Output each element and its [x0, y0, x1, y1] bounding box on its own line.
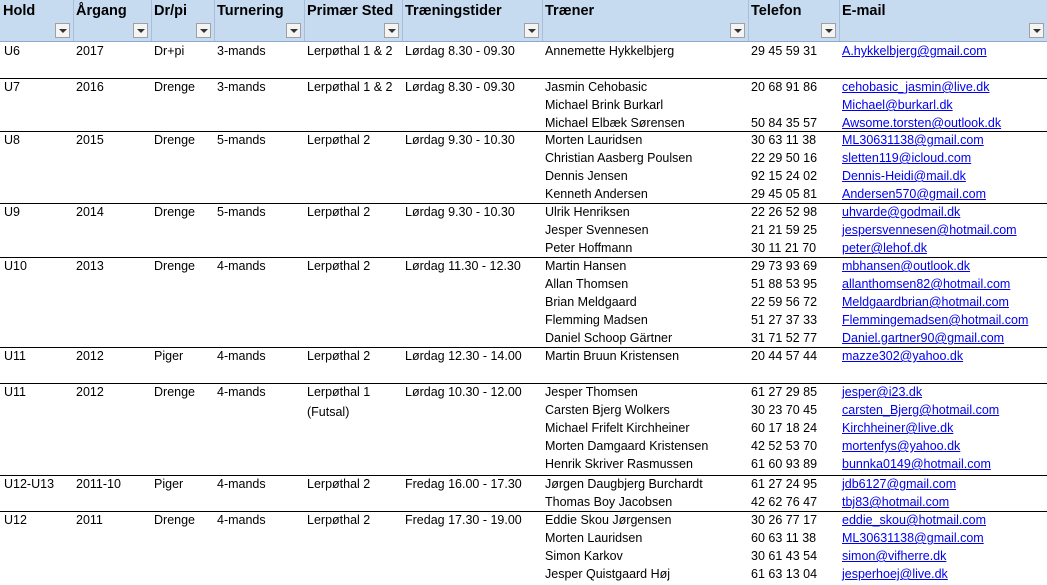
tournament-cell: 4-mands [217, 385, 266, 399]
phone-cell: 51 27 37 33 [751, 313, 818, 327]
filter-dropdown-icon[interactable] [196, 23, 211, 38]
coach-name-cell: Thomas Boy Jacobsen [545, 495, 673, 509]
header-cell-drpi[interactable] [151, 0, 214, 41]
year-cell: 2011-10 [76, 477, 121, 491]
header-cell-tider[interactable] [402, 0, 542, 41]
venue-cell: Lerpøthal 2 [307, 513, 371, 527]
tournament-cell: 5-mands [217, 205, 266, 219]
venue-cell: Lerpøthal 2 [307, 205, 371, 219]
email-link[interactable]: sletten119@icloud.com [842, 151, 972, 165]
coach-name-cell: Daniel Schoop Gärtner [545, 331, 673, 345]
filter-dropdown-icon[interactable] [1029, 23, 1044, 38]
phone-cell: 30 63 11 38 [751, 133, 817, 147]
email-link[interactable]: Flemmingemadsen@hotmail.com [842, 313, 1029, 327]
phone-cell: 61 27 24 95 [751, 477, 818, 491]
coach-name-cell: Jesper Quistgaard Høj [545, 567, 671, 581]
header-label: Dr/pi [154, 3, 188, 19]
header-separator [304, 0, 305, 41]
phone-cell: 29 45 59 31 [751, 44, 818, 58]
header-cell-name[interactable] [542, 0, 748, 41]
coach-name-cell: Morten Lauridsen [545, 133, 643, 147]
coach-name-cell: Jesper Thomsen [545, 385, 638, 399]
email-link[interactable]: tbj83@hotmail.com [842, 495, 950, 509]
phone-cell: 60 17 18 24 [751, 421, 818, 435]
tournament-cell: 4-mands [217, 477, 266, 491]
phone-cell: 29 73 93 69 [751, 259, 818, 273]
training-time-cell: Lørdag 9.30 - 10.30 [405, 133, 515, 147]
gender-cell: Drenge [154, 133, 195, 147]
training-time-cell: Lørdag 11.30 - 12.30 [405, 259, 521, 273]
team-cell: U10 [4, 259, 27, 273]
coach-name-cell: Morten Damgaard Kristensen [545, 439, 709, 453]
training-time-cell: Lørdag 10.30 - 12.00 [405, 385, 522, 399]
filter-dropdown-icon[interactable] [55, 23, 70, 38]
phone-cell: 22 26 52 98 [751, 205, 818, 219]
team-cell: U12 [4, 513, 27, 527]
phone-cell: 30 26 77 17 [751, 513, 818, 527]
year-cell: 2014 [76, 205, 104, 219]
year-cell: 2013 [76, 259, 104, 273]
email-link[interactable]: carsten_Bjerg@hotmail.com [842, 403, 1000, 417]
header-cell-phone[interactable] [748, 0, 839, 41]
email-link[interactable]: mbhansen@outlook.dk [842, 259, 971, 273]
phone-cell: 30 61 43 54 [751, 549, 818, 563]
phone-cell: 21 21 59 25 [751, 223, 818, 237]
team-cell: U6 [4, 44, 20, 58]
coach-name-cell: Michael Frifelt Kirchheiner [545, 421, 690, 435]
coach-name-cell: Morten Lauridsen [545, 531, 643, 545]
coach-name-cell: Carsten Bjerg Wolkers [545, 403, 670, 417]
tournament-cell: 5-mands [217, 133, 266, 147]
training-time-cell: Fredag 17.30 - 19.00 [405, 513, 522, 527]
email-link[interactable]: jesperhoej@live.dk [842, 567, 948, 581]
coach-name-cell: Jesper Svennesen [545, 223, 649, 237]
email-link[interactable]: jdb6127@gmail.com [842, 477, 957, 491]
phone-cell: 42 62 76 47 [751, 495, 818, 509]
header-separator [214, 0, 215, 41]
header-cell-turnering[interactable] [214, 0, 304, 41]
training-time-cell: Fredag 16.00 - 17.30 [405, 477, 522, 491]
gender-cell: Dr+pi [154, 44, 185, 58]
filter-dropdown-icon[interactable] [821, 23, 836, 38]
header-separator [839, 0, 840, 41]
phone-cell: 22 59 56 72 [751, 295, 818, 309]
phone-cell: 30 23 70 45 [751, 403, 818, 417]
filter-dropdown-icon[interactable] [524, 23, 539, 38]
email-link[interactable]: mortenfys@yahoo.dk [842, 439, 961, 453]
year-cell: 2017 [76, 44, 104, 58]
email-link[interactable]: mazze302@yahoo.dk [842, 349, 964, 363]
header-label: E-mail [842, 3, 886, 19]
year-cell: 2011 [76, 513, 103, 527]
tournament-cell: 3-mands [217, 80, 266, 94]
header-cell-hold[interactable] [0, 0, 73, 41]
header-separator [402, 0, 403, 41]
phone-cell: 92 15 24 02 [751, 169, 818, 183]
coach-name-cell: Dennis Jensen [545, 169, 628, 183]
venue-cell: Lerpøthal 1 & 2 [307, 80, 393, 94]
coach-name-cell: Eddie Skou Jørgensen [545, 513, 672, 527]
email-link[interactable]: jespersvennesen@hotmail.com [842, 223, 1017, 237]
email-link[interactable]: ML30631138@gmail.com [842, 531, 984, 545]
email-link[interactable]: Kirchheiner@live.dk [842, 421, 954, 435]
venue-cell: (Futsal) [307, 405, 350, 419]
training-time-cell: Lørdag 8.30 - 09.30 [405, 80, 515, 94]
header-label: Turnering [217, 3, 284, 19]
email-link[interactable]: eddie_skou@hotmail.com [842, 513, 987, 527]
email-link[interactable]: Daniel.gartner90@gmail.com [842, 331, 1005, 345]
venue-cell: Lerpøthal 2 [307, 133, 371, 147]
header-label: Træningstider [405, 3, 502, 19]
gender-cell: Piger [154, 349, 184, 363]
header-label: Primær Sted [307, 3, 394, 19]
email-link[interactable]: Meldgaardbrian@hotmail.com [842, 295, 1009, 309]
email-link[interactable]: cehobasic_jasmin@live.dk [842, 80, 990, 94]
phone-cell: 61 27 29 85 [751, 385, 818, 399]
team-cell: U8 [4, 133, 20, 147]
coach-name-cell: Michael Brink Burkarl [545, 98, 664, 112]
coach-name-cell: Martin Bruun Kristensen [545, 349, 680, 363]
header-cell-sted[interactable] [304, 0, 402, 41]
venue-cell: Lerpøthal 2 [307, 259, 371, 273]
filter-dropdown-icon[interactable] [133, 23, 148, 38]
coach-name-cell: Brian Meldgaard [545, 295, 637, 309]
coach-name-cell: Michael Elbæk Sørensen [545, 116, 685, 130]
header-cell-aargang[interactable] [73, 0, 151, 41]
email-link[interactable]: A.hykkelbjerg@gmail.com [842, 44, 987, 58]
coach-name-cell: Annemette Hykkelbjerg [545, 44, 675, 58]
header-separator [542, 0, 543, 41]
coach-name-cell: Christian Aasberg Poulsen [545, 151, 693, 165]
header-cell-email[interactable] [839, 0, 1047, 41]
email-link[interactable]: Michael@burkarl.dk [842, 98, 953, 112]
coach-name-cell: Simon Karkov [545, 549, 623, 563]
year-cell: 2015 [76, 133, 104, 147]
training-time-cell: Lørdag 9.30 - 10.30 [405, 205, 515, 219]
phone-cell: 60 63 11 38 [751, 531, 817, 545]
header-label: Årgang [76, 3, 127, 19]
email-link[interactable]: bunnka0149@hotmail.com [842, 457, 991, 471]
email-link[interactable]: Dennis-Heidi@mail.dk [842, 169, 966, 183]
tournament-cell: 4-mands [217, 513, 266, 527]
email-link[interactable]: uhvarde@godmail.dk [842, 205, 961, 219]
year-cell: 2012 [76, 385, 104, 399]
email-link[interactable]: peter@lehof.dk [842, 241, 927, 255]
phone-cell: 61 60 93 89 [751, 457, 818, 471]
coach-name-cell: Ulrik Henriksen [545, 205, 630, 219]
venue-cell: Lerpøthal 1 & 2 [307, 44, 393, 58]
phone-cell: 51 88 53 95 [751, 277, 818, 291]
tournament-cell: 3-mands [217, 44, 266, 58]
phone-cell: 20 68 91 86 [751, 80, 818, 94]
team-cell: U9 [4, 205, 20, 219]
team-cell: U11 [4, 349, 27, 363]
coach-name-cell: Martin Hansen [545, 259, 627, 273]
gender-cell: Piger [154, 477, 184, 491]
filter-dropdown-icon[interactable] [286, 23, 301, 38]
filter-dropdown-icon[interactable] [730, 23, 745, 38]
phone-cell: 20 44 57 44 [751, 349, 818, 363]
email-link[interactable]: Awsome.torsten@outlook.dk [842, 116, 1002, 130]
email-link[interactable]: allanthomsen82@hotmail.com [842, 277, 1011, 291]
venue-cell: Lerpøthal 1 [307, 385, 371, 399]
training-time-cell: Lørdag 8.30 - 09.30 [405, 44, 515, 58]
phone-cell: 29 45 05 81 [751, 187, 818, 201]
coach-name-cell: Peter Hoffmann [545, 241, 633, 255]
header-separator [151, 0, 152, 41]
gender-cell: Drenge [154, 259, 195, 273]
venue-cell: Lerpøthal 2 [307, 349, 371, 363]
header-separator [748, 0, 749, 41]
phone-cell: 61 63 13 04 [751, 567, 818, 581]
phone-cell: 30 11 21 70 [751, 241, 817, 255]
year-cell: 2016 [76, 80, 104, 94]
year-cell: 2012 [76, 349, 104, 363]
coach-name-cell: Kenneth Andersen [545, 187, 648, 201]
tournament-cell: 4-mands [217, 349, 266, 363]
header-label: Hold [3, 3, 36, 19]
gender-cell: Drenge [154, 385, 195, 399]
email-link[interactable]: jesper@i23.dk [842, 385, 923, 399]
coach-name-cell: Jørgen Daugbjerg Burchardt [545, 477, 703, 491]
filter-dropdown-icon[interactable] [384, 23, 399, 38]
training-time-cell: Lørdag 12.30 - 14.00 [405, 349, 522, 363]
coach-name-cell: Jasmin Cehobasic [545, 80, 648, 94]
coach-name-cell: Allan Thomsen [545, 277, 629, 291]
coach-name-cell: Flemming Madsen [545, 313, 648, 327]
team-cell: U7 [4, 80, 20, 94]
phone-cell: 31 71 52 77 [751, 331, 818, 345]
phone-cell: 50 84 35 57 [751, 116, 818, 130]
email-link[interactable]: Andersen570@gmail.com [842, 187, 987, 201]
header-label: Telefon [751, 3, 802, 19]
email-link[interactable]: ML30631138@gmail.com [842, 133, 984, 147]
tournament-cell: 4-mands [217, 259, 266, 273]
gender-cell: Drenge [154, 205, 195, 219]
header-separator [73, 0, 74, 41]
gender-cell: Drenge [154, 80, 195, 94]
coach-name-cell: Henrik Skriver Rasmussen [545, 457, 693, 471]
phone-cell: 42 52 53 70 [751, 439, 818, 453]
header-label: Træner [545, 3, 595, 19]
team-cell: U11 [4, 385, 27, 399]
phone-cell: 22 29 50 16 [751, 151, 818, 165]
venue-cell: Lerpøthal 2 [307, 477, 371, 491]
gender-cell: Drenge [154, 513, 195, 527]
team-cell: U12-U13 [4, 477, 55, 491]
email-link[interactable]: simon@vifherre.dk [842, 549, 947, 563]
